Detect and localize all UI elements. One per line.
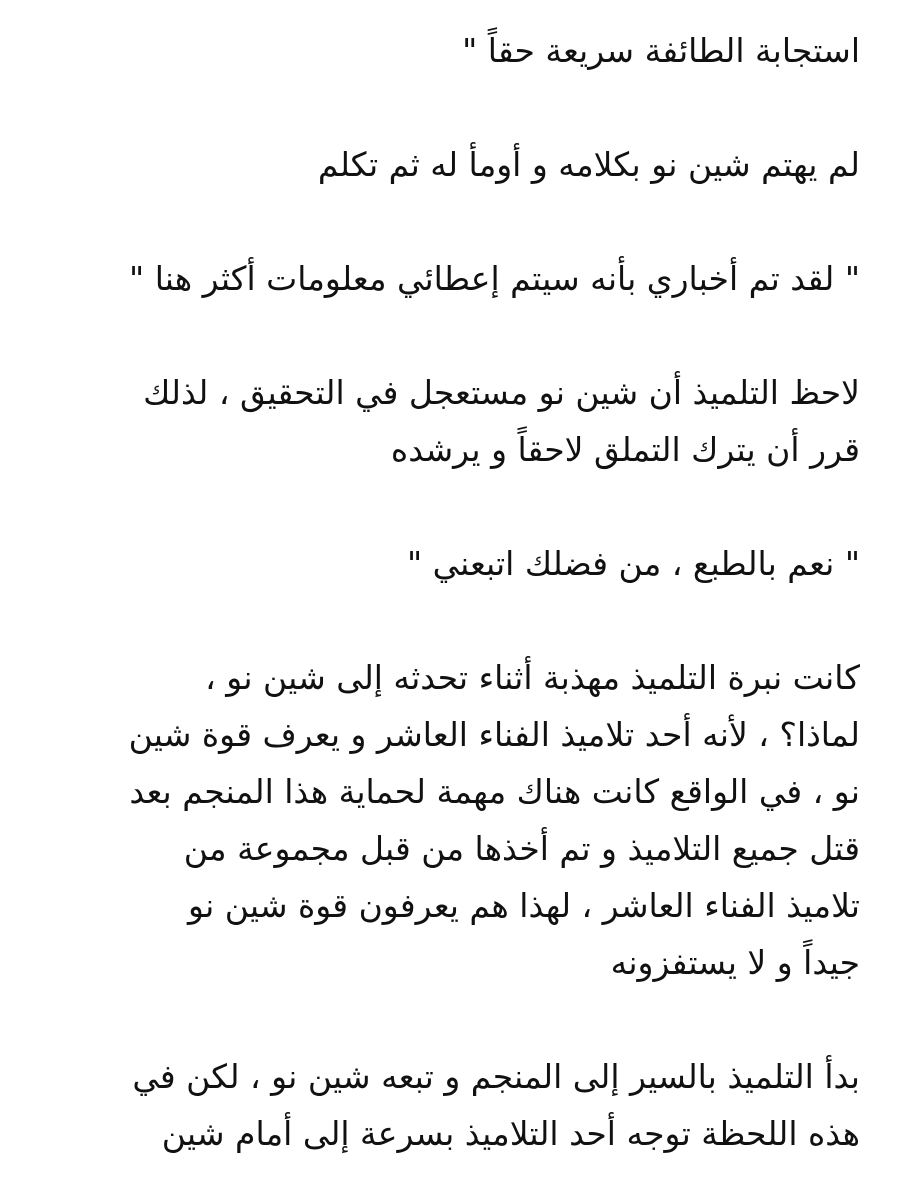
paragraph-4: [40, 364, 860, 478]
paragraph-6: [40, 649, 860, 991]
text-line: جيداً و لا يستفزونه: [610, 943, 860, 982]
text-line: لماذا؟ ، لأنه أحد تلاميذ الفناء العاشر و يعرف قوة شين: [128, 715, 860, 754]
text-line: " لقد تم أخباري بأنه سيتم إعطائي معلومات أكثر هنا ": [129, 259, 860, 298]
paragraph-7: [40, 1048, 860, 1162]
text-line: قتل جميع التلاميذ و تم أخذها من قبل مجموعة من: [183, 829, 860, 868]
text-line: استجابة الطائفة سريعة حقاً ": [462, 31, 860, 70]
paragraph-3: [40, 250, 860, 307]
paragraph-2: [40, 136, 860, 193]
text-line: بدأ التلميذ بالسير إلى المنجم و تبعه شين نو ، لكن في: [132, 1057, 860, 1096]
text-line: لاحظ التلميذ أن شين نو مستعجل في التحقيق ، لذلك: [143, 373, 860, 412]
text-line: تلاميذ الفناء العاشر ، لهذا هم يعرفون قوة شين نو: [188, 886, 860, 925]
text-line: هذه اللحظة توجه أحد التلاميذ بسرعة إلى أمام شين: [161, 1114, 860, 1153]
text-line: لم يهتم شين نو بكلامه و أومأ له ثم تكلم: [317, 145, 860, 184]
text-line: كانت نبرة التلميذ مهذبة أثناء تحدثه إلى شين نو ،: [205, 658, 860, 697]
text-line: قرر أن يترك التملق لاحقاً و يرشده: [390, 430, 860, 469]
paragraph-5: [40, 535, 860, 592]
text-line: نو ، في الواقع كانت هناك مهمة لحماية هذا المنجم بعد: [129, 772, 860, 811]
text-line: " نعم بالطبع ، من فضلك اتبعني ": [406, 544, 860, 583]
paragraph-1: [40, 22, 860, 79]
